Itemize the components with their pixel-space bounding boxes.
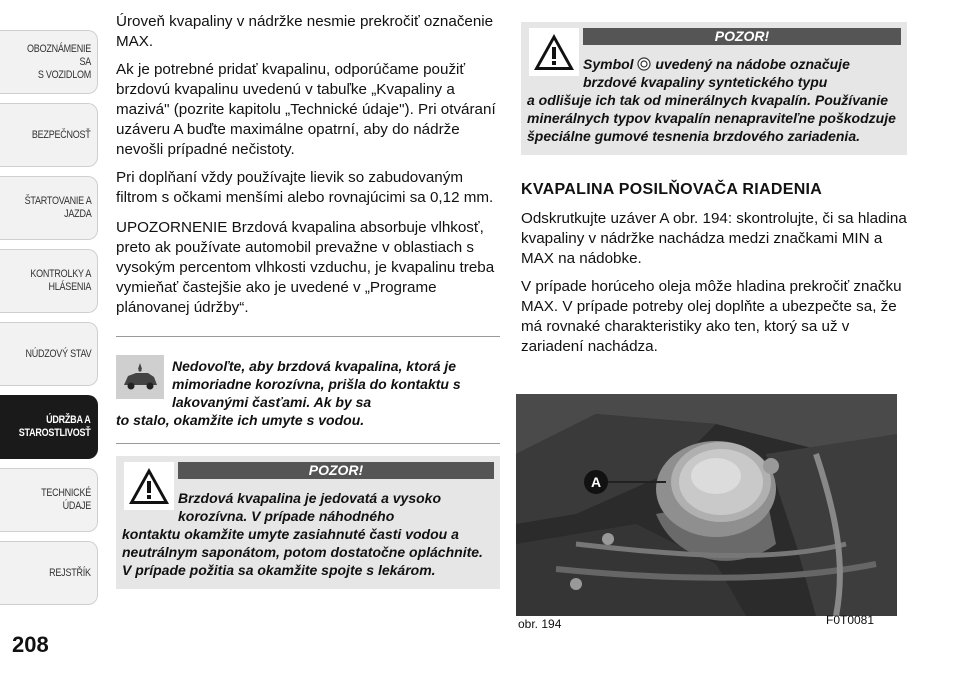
warning-text: uvedený na nádobe označuje (655, 56, 850, 72)
right-column (521, 22, 907, 365)
reservoir-photo (516, 394, 897, 616)
tab-nudzovy-stav[interactable]: NÚDZOVÝ STAV (0, 322, 98, 386)
tab-startovanie[interactable]: ŠTARTOVANIE A JAZDA (0, 176, 98, 240)
left-column (116, 12, 500, 589)
chapter-sidebar (0, 0, 100, 678)
tab-udrzba[interactable]: ÚDRŽBA A STAROSTLIVOSŤ (0, 395, 98, 459)
tab-oboznamenie[interactable]: OBOZNÁMENIE SA S VOZIDLOM (0, 30, 98, 94)
paragraph: Ak je potrebné pridať kvapalinu, odporúčame použiť brzdovú kvapalinu uvedenú v tabuľke „Kvapaliny a mazivá" (pozrite kapitolu „Technické údaje"). Pri otváraní uzáveru A buďte maximálne opatrní, aby do nádrže nevošli prípadné nečistoty. (116, 61, 496, 158)
paragraph-upozornenie: UPOZORNENIE Brzdová kvapalina absorbuje vlhkosť, preto ak používate automobil prevažne v oblastiach s vysokým percentom vlhkosti vzduchu, je kvapalinu treba vymieňať častejšie ako je uvedené v „Programe plánovanej údržby“. (116, 219, 495, 316)
warning-box-right (521, 22, 907, 155)
warning-title: POZOR! (583, 28, 901, 45)
paragraph: Úroveň kvapaliny v nádržke nesmie prekročiť označenie MAX. (116, 13, 494, 50)
car-paint-icon (116, 355, 164, 399)
paint-warning-note (116, 347, 500, 429)
divider (116, 443, 500, 444)
figure-caption: obr. 194 (518, 617, 562, 631)
paragraph: Odskrutkujte uzáver A obr. 194: skontrolujte, či sa hladina kvapaliny v nádržke nachádza medzi značkami MIN a MAX na nádobke. (521, 210, 907, 267)
tab-bezpecnost[interactable]: BEZPEČNOSŤ (0, 103, 98, 167)
warning-text: Symbol (583, 56, 634, 72)
warning-title: POZOR! (178, 462, 494, 479)
paragraph: V prípade horúceho oleja môže hladina prekročiť značku MAX. V prípade potreby olej doplňte a ubezpečte sa, že má rovnaké charakteristiky ako ten, ktorý sa už v zariadení nachádza. (521, 278, 902, 355)
note-text-rest: to stalo, okamžite ich umyte s vodou. (116, 412, 365, 428)
brake-fluid-symbol-icon (637, 57, 651, 71)
tab-rejstrik[interactable]: REJSTŘÍK (0, 541, 98, 605)
figure-code: F0T0081 (826, 613, 875, 627)
warning-box-left (116, 456, 500, 589)
warning-text-rest: a odlišuje ich tak od minerálnych kvapalín. Používanie minerálnych typov kvapalín nenapraviteľne poškodzuje špeciálne gumové tesnenia brzdového zariadenia. (527, 92, 896, 144)
page-number: 208 (12, 632, 49, 657)
warning-text-rest: kontaktu okamžite umyte zasiahnuté časti vodou a neutrálnym saponátom, potom dostatočne opláchnite. V prípade požitia sa okamžite spojte s lekárom. (122, 526, 483, 578)
figure-label-a: A (590, 474, 602, 490)
divider (116, 336, 500, 337)
note-text: Nedovoľte, aby brzdová kvapalina, ktorá je mimoriadne korozívna, prišla do kontaktu s lakovanými časťami. Ak by sa (172, 358, 461, 410)
section-heading: KVAPALINA POSILŇOVAČA RIADENIA (521, 181, 823, 198)
warning-triangle-icon (529, 28, 579, 76)
paragraph: Pri doplňaní vždy používajte lievik so zabudovaným filtrom s očkami menšími alebo rovnajúcimi sa 0,12 mm. (116, 169, 494, 206)
warning-triangle-icon (124, 462, 174, 510)
warning-text: Brzdová kvapalina je jedovatá a vysoko korozívna. V prípade náhodného (178, 490, 442, 524)
warning-text: brzdové kvapaliny syntetického typu (583, 74, 828, 90)
tab-kontrolky[interactable]: KONTROLKY A HLÁSENIA (0, 249, 98, 313)
tab-technicke-udaje[interactable]: TECHNICKÉ ÚDAJE (0, 468, 98, 532)
engine-photo-figure (516, 394, 897, 616)
